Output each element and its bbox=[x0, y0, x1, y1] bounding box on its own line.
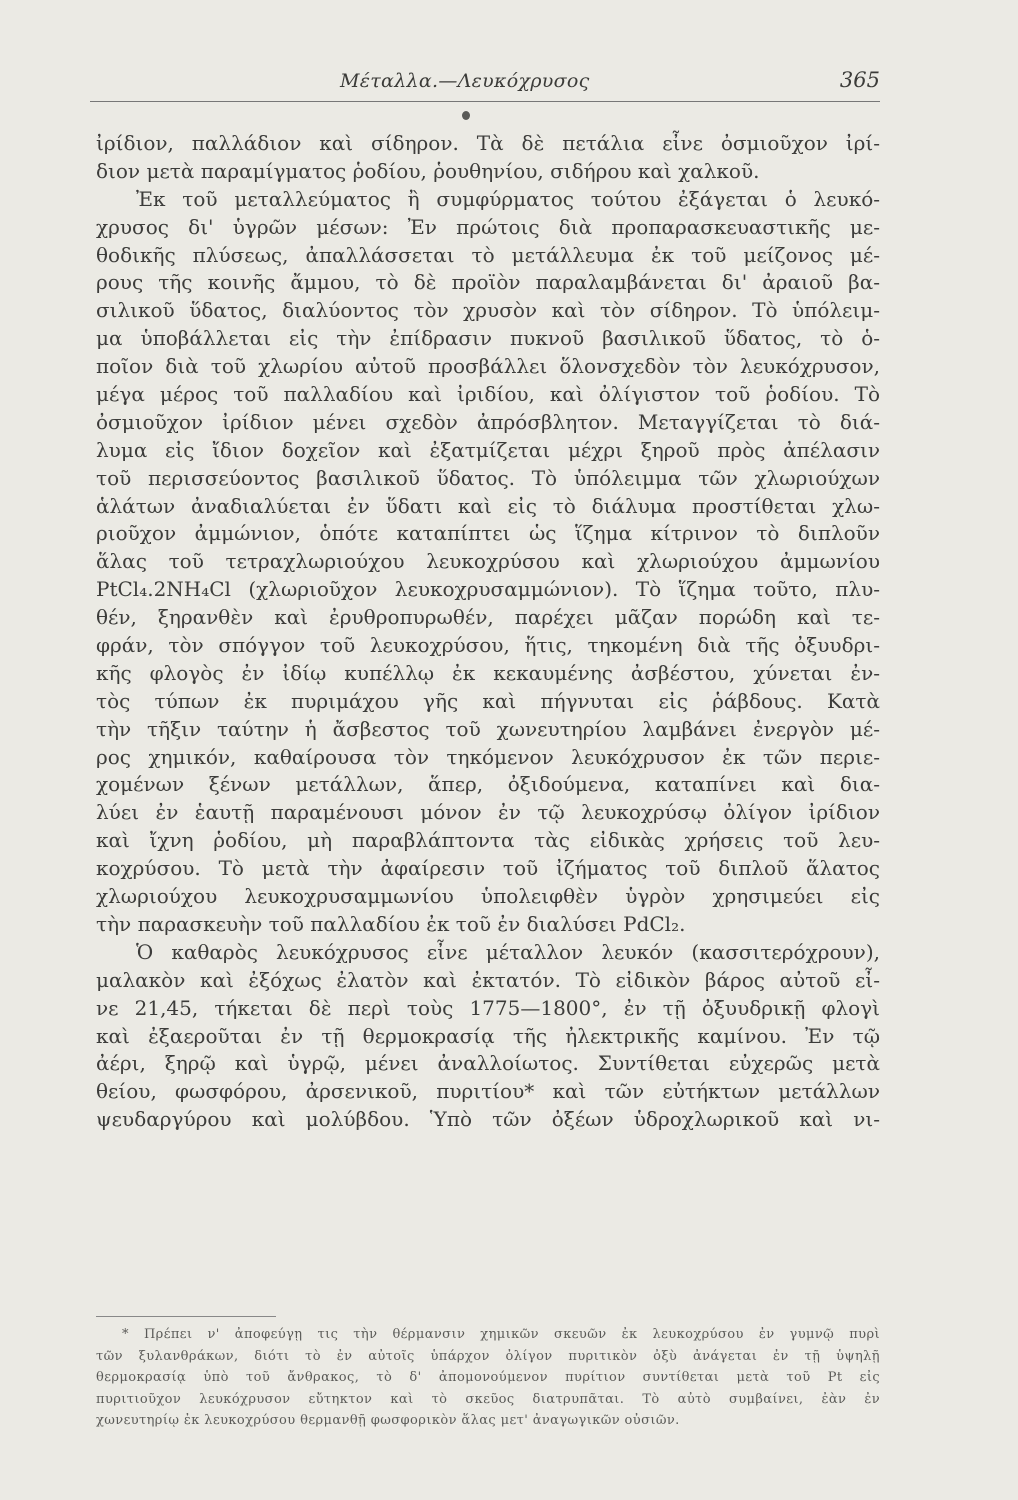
text-line: κῆς φλογὸς ἐν ἰδίῳ κυπέλλῳ ἐκ κεκαυμένης ἀσβέστου, χύνεται ἐν- bbox=[96, 660, 880, 685]
text-line: φράν, τὸν σπόγγον τοῦ λευκοχρύσου, ἥτις, τηκομένη διὰ τῆς ὀξυυδρι- bbox=[96, 633, 880, 658]
text-line: σιλικοῦ ὕδατος, διαλύοντος τὸν χρυσὸν καὶ τὸν σίδηρον. Τὸ ὑπόλειμ- bbox=[96, 298, 880, 323]
footnote-line: * Πρέπει ν' ἀποφεύγῃ τις τὴν θέρμανσιν χημικῶν σκευῶν ἐκ λευκοχρύσου ἐν γυμνῷ πυρὶ bbox=[122, 1327, 880, 1342]
ornament-dot bbox=[462, 111, 470, 120]
text-line: χλωριούχου λευκοχρυσαμμωνίου ὑπολειφθὲν ὑγρὸν χρησιμεύει εἰς bbox=[96, 884, 880, 909]
text-line: διον μετὰ παραμίγματος ῥοδίου, ῥουθηνίου, σιδήρου καὶ χαλκοῦ. bbox=[96, 158, 760, 183]
text-line: ριοῦχον ἀμμώνιον, ὁπότε καταπίπτει ὡς ἵζημα κίτρινον τὸ διπλοῦν bbox=[96, 521, 880, 546]
text-line: τὸς τύπων ἐκ πυριμάχου γῆς καὶ πήγνυται εἰς ῥάβδους. Κατὰ bbox=[96, 688, 880, 713]
text-line: ἅλας τοῦ τετραχλωριούχου λευκοχρύσου καὶ χλωριούχου ἀμμωνίου bbox=[96, 549, 880, 574]
text-line: θοδικῆς πλύσεως, ἀπαλλάσσεται τὸ μετάλλευμα ἐκ τοῦ μείζονος μέ- bbox=[96, 242, 880, 267]
text-line: θέν, ξηρανθὲν καὶ ἐρυθροπυρωθέν, παρέχει μᾶζαν πορώδη καὶ τε- bbox=[96, 605, 880, 630]
text-line: θείου, φωσφόρου, ἀρσενικοῦ, πυριτίου* καὶ τῶν εὐτήκτων μετάλλων bbox=[96, 1079, 880, 1104]
text-line: μα ὑποβάλλεται εἰς τὴν ἐπίδρασιν πυκνοῦ βασιλικοῦ ὕδατος, τὸ ὁ- bbox=[96, 326, 880, 351]
text-line: ἁλάτων ἀναδιαλύεται ἐν ὕδατι καὶ εἰς τὸ διάλυμα προστίθεται χλω- bbox=[96, 493, 880, 518]
text-line: ποῖον διὰ τοῦ χλωρίου αὐτοῦ προσβάλλει ὅλονσχεδὸν τὸν λευκόχρυσον, bbox=[96, 354, 880, 379]
footnote-line: χωνευτηρίῳ ἐκ λευκοχρύσου θερμανθῇ φωσφορικὸν ἅλας μετ' ἀναγωγικῶν οὐσιῶν. bbox=[96, 1413, 680, 1428]
text-line: καὶ ἐξαεροῦται ἐν τῇ θερμοκρασίᾳ τῆς ἠλεκτρικῆς καμίνου. Ἐν τῷ bbox=[96, 1023, 880, 1048]
text-line: ἀέρι, ξηρῷ καὶ ὑγρῷ, μένει ἀναλλοίωτος. Συντίθεται εὐχερῶς μετὰ bbox=[96, 1051, 880, 1076]
footnote bbox=[96, 1324, 880, 1432]
text-line: ψευδαργύρου καὶ μολύβδου. Ὑπὸ τῶν ὀξέων ὑδροχλωρικοῦ καὶ νι- bbox=[96, 1107, 880, 1132]
text-line: Ἐκ τοῦ μεταλλεύματος ἢ συμφύρματος τούτου ἐξάγεται ὁ λευκό- bbox=[136, 186, 880, 211]
text-line: λυμα εἰς ἴδιον δοχεῖον καὶ ἐξατμίζεται μέχρι ξηροῦ πρὸς ἀπέλασιν bbox=[96, 437, 880, 462]
text-line: μέγα μέρος τοῦ παλλαδίου καὶ ἰριδίου, καὶ ὀλίγιστον τοῦ ῥοδίου. Τὸ bbox=[96, 382, 880, 407]
footnote-line: θερμοκρασίᾳ ὑπὸ τοῦ ἄνθρακος, τὸ δ' ἀπομονούμενον πυρίτιον συντίθεται μετὰ τοῦ Pt εἰς bbox=[96, 1370, 880, 1385]
text-line: χομένων ξένων μετάλλων, ἅπερ, ὀξιδούμενα, καταπίνει καὶ δια- bbox=[96, 772, 880, 797]
footnote-line: τῶν ξυλανθράκων, διότι τὸ ἐν αὐτοῖς ὑπάρχον ὀλίγον πυριτικὸν ὀξὺ ἀνάγεται ἐν τῇ ὑψηλῇ bbox=[96, 1348, 880, 1364]
page-number: 365 bbox=[839, 68, 880, 92]
text-line: τοῦ περισσεύοντος βασιλικοῦ ὕδατος. Τὸ ὑπόλειμμα τῶν χλωριούχων bbox=[96, 465, 880, 490]
text-line: τὴν παρασκευὴν τοῦ παλλαδίου ἐκ τοῦ ἐν διαλύσει PdCl₂. bbox=[96, 911, 686, 936]
footnote-line: πυριτιοῦχον λευκόχρυσον εὔτηκτον καὶ τὸ σκεῦος διατρυπᾶται. Τὸ αὐτὸ συμβαίνει, ἐὰν ἐν bbox=[96, 1391, 880, 1407]
text-line: λύει ἐν ἑαυτῇ παραμένουσι μόνον ἐν τῷ λευκοχρύσῳ ὀλίγον ἰρίδιον bbox=[96, 800, 880, 825]
text-line: νε 21,45, τήκεται δὲ περὶ τοὺς 1775—1800°, ἐν τῇ ὀξυυδρικῇ φλογὶ bbox=[96, 995, 880, 1020]
text-line: ὀσμιοῦχον ἰρίδιον μένει σχεδὸν ἀπρόσβλητον. Μεταγγίζεται τὸ διά- bbox=[96, 409, 880, 434]
main-text bbox=[96, 130, 880, 1134]
text-line: Ὁ καθαρὸς λευκόχρυσος εἶνε μέταλλον λευκόν (κασσιτερόχρουν), bbox=[136, 939, 880, 964]
text-line: ρος χημικόν, καθαίρουσα τὸν τηκόμενον λευκόχρυσον ἐκ τῶν περιε- bbox=[96, 744, 880, 769]
running-title: Μέταλλα.—Λευκόχρυσος bbox=[340, 70, 590, 92]
text-line: ἰρίδιον, παλλάδιον καὶ σίδηρον. Τὰ δὲ πετάλια εἶνε ὀσμιοῦχον ἰρί- bbox=[96, 131, 880, 155]
text-line: PtCl₄.2NH₄Cl (χλωριοῦχον λευκοχρυσαμμώνιον). Τὸ ἵζημα τοῦτο, πλυ- bbox=[96, 577, 880, 602]
footnote-rule bbox=[96, 1316, 276, 1317]
header-rule bbox=[90, 101, 880, 102]
text-line: ρους τῆς κοινῆς ἄμμου, τὸ δὲ προϊὸν παραλαμβάνεται δι' ἀραιοῦ βα- bbox=[96, 270, 880, 295]
text-line: καὶ ἴχνη ῥοδίου, μὴ παραβλάπτοντα τὰς εἰδικὰς χρήσεις τοῦ λευ- bbox=[96, 828, 880, 853]
text-line: μαλακὸν καὶ ἐξόχως ἐλατὸν καὶ ἐκτατόν. Τὸ εἰδικὸν βάρος αὐτοῦ εἶ- bbox=[96, 967, 880, 992]
text-line: χρυσος δι' ὑγρῶν μέσων: Ἐν πρώτοις διὰ προπαρασκευαστικῆς με- bbox=[96, 214, 880, 239]
text-line: κοχρύσου. Τὸ μετὰ τὴν ἀφαίρεσιν τοῦ ἰζήματος τοῦ διπλοῦ ἅλατος bbox=[96, 856, 880, 881]
running-header bbox=[90, 66, 880, 100]
text-line: τὴν τῆξιν ταύτην ἡ ἄσβεστος τοῦ χωνευτηρίου λαμβάνει ἐνεργὸν μέ- bbox=[96, 716, 880, 741]
